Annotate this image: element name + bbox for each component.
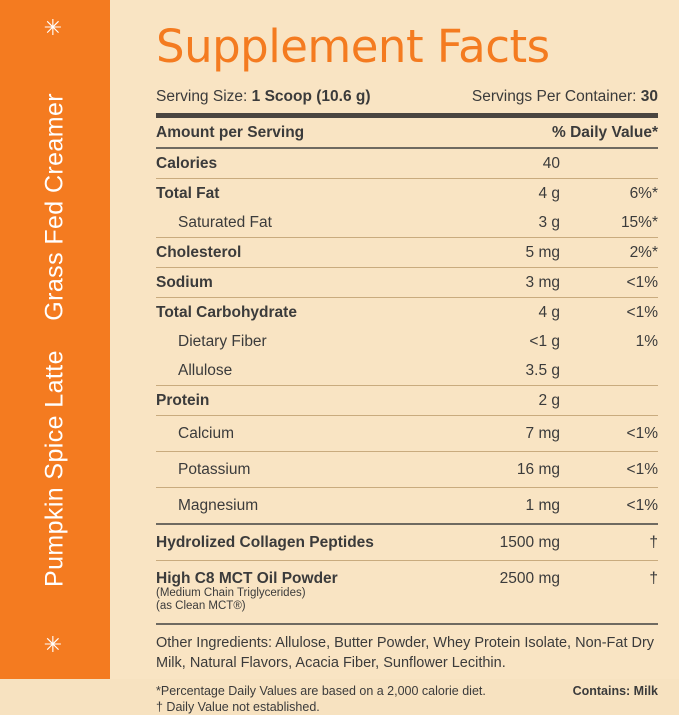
mct-note-line-2: (as Clean MCT®) [156, 600, 246, 612]
table-row [156, 523, 658, 560]
nutrient-amount: 7 mg [525, 425, 560, 442]
footnotes [156, 673, 658, 715]
brand-spine [0, 0, 110, 679]
table-row [156, 451, 658, 487]
servings-per-container-label: Servings Per Container: [471, 88, 637, 105]
facts-panel [110, 0, 679, 714]
servings-per-container [472, 88, 658, 106]
nutrient-amount: 2500 mg [499, 570, 560, 587]
footnote-block [156, 683, 486, 715]
spine-text [41, 93, 70, 587]
footnote-daily-values: *Percentage Daily Values are based on a 2,000 calorie diet. [156, 684, 486, 698]
nutrient-name: High C8 MCT Oil Powder [156, 570, 338, 587]
page-title: Supplement Facts [156, 20, 550, 73]
nutrient-amount: 40 [542, 155, 560, 172]
daily-value-header: % Daily Value* [552, 124, 658, 141]
nutrient-dv: <1% [626, 304, 658, 321]
mct-note-line-1: (Medium Chain Triglycerides) [156, 587, 306, 599]
nutrient-dv: <1% [626, 497, 658, 514]
serving-row [156, 84, 658, 113]
table-row [156, 237, 658, 267]
snowflake-icon: ✳ [43, 16, 63, 41]
nutrient-name: Sodium [156, 274, 213, 291]
nutrient-name: Saturated Fat [178, 214, 272, 231]
nutrient-amount: 4 g [538, 185, 560, 202]
nutrient-amount: 1500 mg [499, 534, 560, 551]
nutrient-dv: <1% [626, 274, 658, 291]
spine-flavor: Pumpkin Spice Latte [40, 349, 69, 587]
nutrient-dv: 2%* [629, 244, 658, 261]
other-ingredients: Other Ingredients: Allulose, Butter Powder, Whey Protein Isolate, Non-Fat Dry Milk, Natural Flavors, Acacia Fiber, Sunflower Lecithin. [156, 623, 658, 673]
nutrient-amount: 3 mg [525, 274, 560, 291]
nutrient-amount: 5 mg [525, 244, 560, 261]
nutrient-dv: 15%* [620, 214, 658, 231]
footnote-dv-not-established: † Daily Value not established. [156, 700, 320, 714]
table-row [156, 385, 658, 415]
table-row [156, 147, 658, 178]
nutrient-dv: <1% [626, 425, 658, 442]
table-header-row [156, 113, 658, 147]
serving-size-label: Serving Size: [156, 88, 248, 105]
serving-size-value: 1 Scoop (10.6 g) [251, 88, 371, 105]
nutrient-name: Total Carbohydrate [156, 304, 297, 321]
allergen-contains: Contains: Milk [572, 684, 658, 698]
nutrient-name: Potassium [178, 461, 251, 478]
table-row [156, 267, 658, 297]
nutrient-dv: 6%* [629, 185, 658, 202]
spine-product: Grass Fed Creamer [40, 92, 69, 321]
nutrient-name: Calcium [178, 425, 234, 442]
nutrient-name: Total Fat [156, 185, 220, 202]
table-row [156, 415, 658, 451]
nutrient-name: Allulose [178, 362, 233, 379]
amount-per-serving-header: Amount per Serving [156, 124, 305, 141]
nutrient-dv: † [649, 534, 658, 551]
nutrient-amount: 16 mg [516, 461, 560, 478]
table-row [156, 208, 658, 237]
servings-per-container-value: 30 [640, 88, 658, 105]
facts-table [156, 84, 658, 623]
serving-size [156, 88, 371, 106]
nutrient-name-block [156, 570, 446, 613]
nutrient-name: Hydrolized Collagen Peptides [156, 534, 374, 551]
nutrient-name: Calories [156, 155, 218, 172]
nutrient-name: Magnesium [178, 497, 259, 514]
nutrient-amount: 3.5 g [525, 362, 560, 379]
table-row [156, 356, 658, 385]
nutrient-name: Cholesterol [156, 244, 242, 261]
table-row [156, 297, 658, 327]
nutrient-dv: <1% [626, 461, 658, 478]
table-row [156, 327, 658, 356]
nutrient-dv: 1% [635, 333, 658, 350]
table-row [156, 487, 658, 523]
nutrient-dv: † [649, 570, 658, 587]
nutrient-amount: <1 g [529, 333, 560, 350]
nutrient-amount: 1 mg [525, 497, 560, 514]
snowflake-icon: ✳ [43, 633, 63, 658]
table-row [156, 178, 658, 208]
table-row [156, 560, 658, 623]
nutrient-amount: 3 g [538, 214, 560, 231]
nutrient-amount: 2 g [538, 392, 560, 409]
nutrient-amount: 4 g [538, 304, 560, 321]
nutrient-name: Protein [156, 392, 210, 409]
nutrient-name: Dietary Fiber [178, 333, 267, 350]
